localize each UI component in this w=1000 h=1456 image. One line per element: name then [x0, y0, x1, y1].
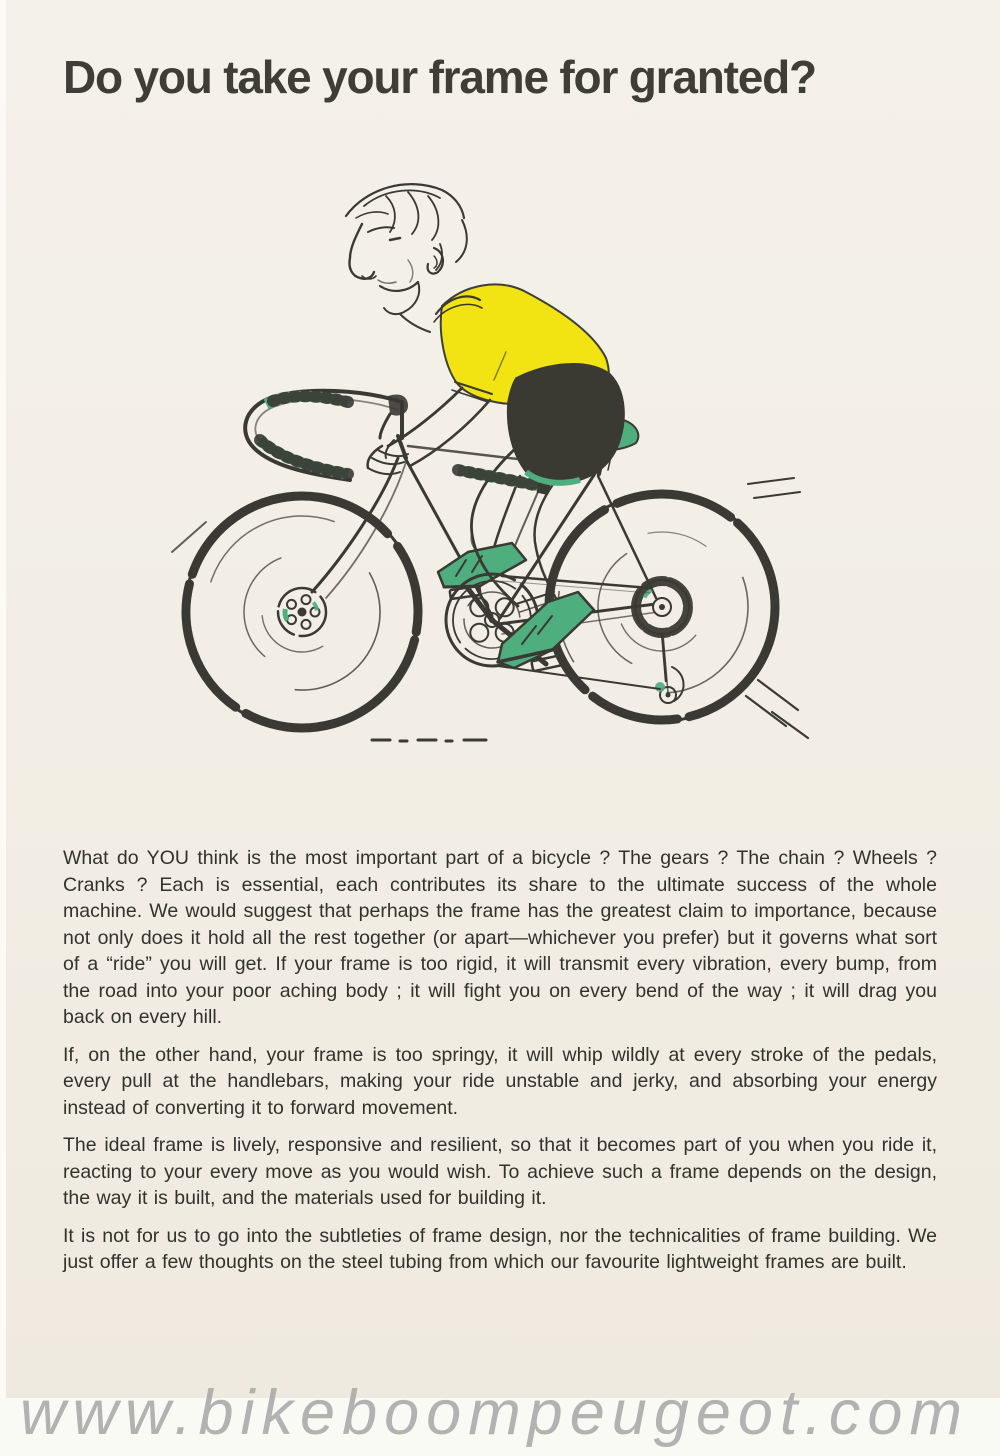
paragraph-3: The ideal frame is lively, responsive and resilient, so that it becomes part of you when you ride it, reacting to your every move as you would wish. To achieve such a frame depends on the design, the way it is built, and the materials used for building it. — [63, 1134, 937, 1209]
scan-edge — [0, 0, 6, 1456]
paragraph-2: If, on the other hand, your frame is too springy, it will whip wildly at every stroke of the pedals, every pull at the handlebars, making your ride unstable and jerky, and absorbing your energy instead of converting it to forward movement. — [63, 1043, 937, 1119]
cyclist-illustration — [150, 140, 850, 790]
paragraph-4: It is not for us to go into the subtleties of frame design, nor the technicalities of frame building. We just offer a few thoughts on the steel tubing from which our favourite lightweight frames are built. — [63, 1224, 937, 1273]
cyclist-cartoon-svg — [150, 140, 850, 790]
brake-hood — [388, 394, 408, 415]
paragraph-1: What do YOU think is the most important part of a bicycle ? The gears ? The chain ? Wheels ? Cranks ? Each is essential, each contributes its share to the ultimate success of the whole machine. We would suggest that perhaps the frame has the greatest claim to importance, because not only does it hold all the rest together (or apart—whichever you prefer) but it governs what sort of a “ride” you will get. If your frame is too rigid, it will transmit every vibration, every bump, from the road into your poor aching body ; it will fight you on every bend of the way ; it will drag you back on every hill. — [63, 847, 937, 1028]
front-wheel — [150, 447, 467, 777]
black-shorts — [508, 364, 624, 483]
front-hub — [278, 588, 326, 636]
watermark: www.bikeboompeugeot.com — [20, 1378, 969, 1448]
body-text — [63, 845, 937, 1287]
front-fork — [312, 458, 406, 598]
handlebars — [245, 391, 551, 495]
page-title: Do you take your frame for granted? — [63, 51, 816, 103]
